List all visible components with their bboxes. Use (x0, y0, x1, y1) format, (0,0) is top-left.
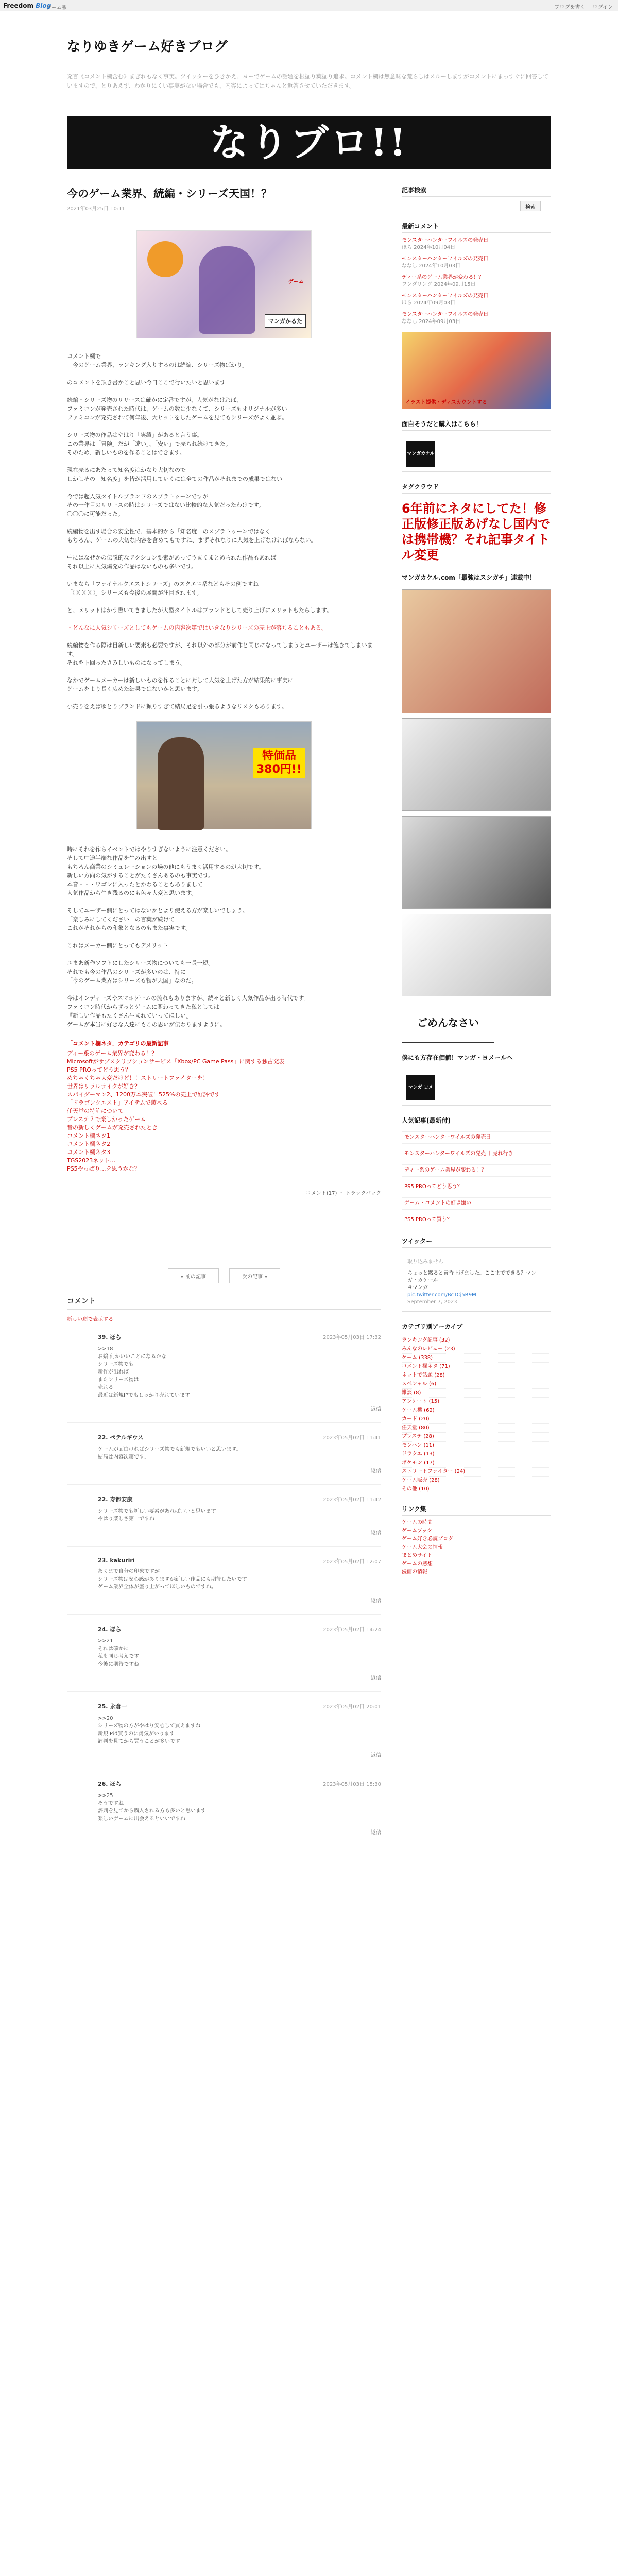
comment-author (98, 1557, 381, 1564)
post-mid-image (136, 721, 312, 829)
comment-item (67, 1769, 381, 1846)
category-archive-item[interactable]: モンハン (11) (402, 1442, 551, 1450)
site-title[interactable]: なりゆきゲーム好きブログ (67, 39, 228, 55)
comment-date: 2023年05月02日 11:42 (323, 1497, 381, 1503)
post-paragraph: シリーズ物の作品はやはり「実績」があると言う事。 この業界は「冒険」だが「違い」、「安い」で売られ続けてきた。 そのため、新しいものを作ることはできます。 (67, 432, 231, 456)
tweet-date: September 7, 2023 (407, 1299, 457, 1305)
login-link[interactable]: ログイン (592, 5, 613, 10)
price-tag: 特価品 380円!! (253, 748, 305, 778)
manga-strip-1[interactable] (402, 589, 551, 713)
search-form (402, 201, 551, 211)
popular-item[interactable]: PS5 PROって買う？ (402, 1214, 551, 1226)
comment-name: 25. 永倉一 (98, 1703, 127, 1710)
category-archive-title: カテゴリ別アーカイブ (402, 1322, 551, 1333)
popular-list (402, 1131, 551, 1226)
post-paragraph: 続編物を作る際は目新しい要素も必要ですが、それ以外の部分が前作と同じになってしまうとユーザーは飽きてしまいます。 それを下回ったさみしいものになってしまう。 (67, 642, 373, 666)
recent-comment-post[interactable]: モンスターハンターワイルズの発売日 (402, 312, 489, 317)
post-body-continued (67, 845, 381, 1029)
twitter-sub: 取り込みません (407, 1259, 443, 1265)
post-navigation (67, 1268, 381, 1283)
manga-ad-title: 僕にも方存在価値！マンガ・ヨメールへ (402, 1053, 551, 1064)
comment-author (98, 1433, 381, 1442)
category-latest-item[interactable]: コメント欄ネタ3 (67, 1149, 110, 1156)
character-illustration (199, 246, 255, 334)
post-paragraph: と、メリットはかう書いてきましたが大型タイトルはブランドとして売り上げにメリットもたらします。 (67, 607, 333, 614)
post-footer: コメント(17) ・ トラックバック (305, 1191, 381, 1196)
featured-post-link[interactable]: 6年前にネタにしてた！修正版修正版あげなし国内では携帯機？それ記事タイトル変更 (402, 501, 550, 562)
illustration-caption: イラスト提供・ディスカウントする (405, 400, 487, 405)
comment-name: 39. ほら (98, 1334, 122, 1341)
recent-comment-item[interactable] (402, 256, 551, 270)
popular-item[interactable]: ゲーム・コメントの好き嫌い (402, 1197, 551, 1210)
share-area (67, 1212, 381, 1227)
comments-sort-link[interactable]: 新しい順で表示する (67, 1317, 113, 1323)
category-latest-item[interactable]: 任天堂の特許について (67, 1108, 124, 1114)
manga-strip-title: マンガカケル.com「最強はスシガチ」連載中！ (402, 573, 551, 584)
comment-date: 2023年05月03日 15:30 (323, 1782, 381, 1787)
category-latest-item[interactable]: PS5やっぱり…を思うかな？ (67, 1165, 140, 1172)
post-paragraph: そしてユーザー側にとってはないかとより使える方が楽しいでしょう。 「楽しみにしてください」の言葉が続けて これがそれからの印象となるのもまた事実です。 (67, 907, 248, 931)
comment-name: 24. ほら (98, 1626, 122, 1633)
manga-strip-3[interactable] (402, 816, 551, 909)
link-item[interactable]: ゲーム好き必読ブログ (402, 1536, 453, 1542)
sorry-panel: ごめんなさい (402, 1002, 494, 1043)
popular-title: 人気記事(最新付) (402, 1116, 551, 1127)
comments-title: コメント (67, 1296, 381, 1310)
manga-strip-4[interactable] (402, 914, 551, 996)
comment-author (98, 1333, 381, 1341)
link-item[interactable]: ゲームの感想 (402, 1561, 433, 1567)
comment-reply-button[interactable]: 返信 (371, 1530, 381, 1536)
category-archive-item[interactable]: 雑談 (8) (402, 1389, 551, 1398)
search-button[interactable]: 検索 (520, 201, 541, 211)
post-paragraph: 今では超人気タイトルブランドのスプラトゥーンですが その一作目のリリースの時はシリーズではない比較的な人気だったわけです。 〇〇〇に可能だった。 (67, 493, 265, 517)
recent-comment-meta: ほら 2024年10月04日 (402, 245, 456, 250)
post-paragraph: のコメントを頂き書かこと思い今日ここで行いたいと思います (67, 379, 226, 386)
recent-comment-item[interactable] (402, 311, 551, 326)
comment-reply-button[interactable]: 返信 (371, 1675, 381, 1681)
comment-reply-button[interactable]: 返信 (371, 1753, 381, 1758)
recent-comment-meta: ワンダリング 2024年09月15日 (402, 282, 476, 287)
manga-ad[interactable] (402, 1070, 551, 1116)
comment-item (67, 1323, 381, 1423)
post-date: 2021年03月25日 10:11 (67, 206, 125, 212)
top-navbar (0, 0, 618, 11)
search-title: 記事検索 (402, 185, 551, 197)
category-archive-item[interactable]: みんなのレビュー (23) (402, 1345, 551, 1354)
comment-list (67, 1323, 381, 1846)
comment-count-link[interactable]: コメント(17) (305, 1191, 337, 1196)
comment-name: 23. kakuriri (98, 1557, 135, 1564)
tweet-link[interactable]: pic.twitter.com/BcTCj5R9M (407, 1292, 476, 1298)
recent-comment-item[interactable] (402, 274, 551, 289)
category-archive-list (402, 1336, 551, 1494)
recent-comment-post[interactable]: モンスターハンターワイルズの発売日 (402, 293, 489, 299)
sidebar-illustration[interactable] (402, 332, 551, 409)
category-latest-item[interactable]: TGS2023ネット… (67, 1157, 116, 1164)
comment-text: >>25 そうですね 評判を見てから購入される方も多いと思います 楽しいゲームに出会えるといいですね (98, 1793, 206, 1822)
popular-item[interactable]: ディー系のゲーム業界が変わる！？ (402, 1164, 551, 1177)
popular-item[interactable]: モンスターハンターワイルズの発売日 (402, 1131, 551, 1144)
comment-reply-button[interactable]: 返信 (371, 1406, 381, 1412)
comment-item (67, 1485, 381, 1547)
recent-comments-list (402, 237, 551, 326)
comment-name: 26. ほら (98, 1781, 122, 1787)
hero-logo: マンガかるた (265, 314, 306, 328)
comment-date: 2023年05月02日 12:07 (323, 1559, 381, 1565)
prev-post-link[interactable]: « 前の記事 (168, 1268, 219, 1283)
comment-date: 2023年05月02日 11:41 (323, 1435, 381, 1441)
category-latest-item[interactable]: 「ドラゴンクエスト」アイテムで遊べる (67, 1099, 168, 1106)
category-latest-item[interactable]: 世界はリラルライクが好き？ (67, 1083, 141, 1090)
comment-author (98, 1625, 381, 1633)
link-item[interactable]: 漫画の情報 (402, 1569, 427, 1575)
comment-text: >>20 シリーズ物の方がやはり安心して買えますね 新規IPは買うのに勇気がいります 評判を見てから買うことが多いです (98, 1716, 201, 1744)
blog-category[interactable]: ゲーム系 (46, 5, 67, 11)
category-archive-item[interactable]: 任天堂 (80) (402, 1424, 551, 1433)
post-paragraph: コメント欄で 「今のゲーム業界、ランキング入りするのは続編、シリーズ物ばかり」 (67, 353, 248, 368)
post-paragraph: 時にそれを作らイベントではやりすぎないように注意ください。 そして中途半端な作品を生み出すと もちろん商業のシミュレーションの場の他にもうまく活用するのが大切です。 新しい方向の気がすることがたくさんあるのも事実です。 本音・・・ワゴンに入ったとかわることもありまして 人気作品から生き残るのにも色々大変と思います。 (67, 846, 265, 896)
trackback-link[interactable]: トラックバック (345, 1191, 381, 1196)
post-paragraph: 続編物を出す場合の安全性で、基本的から「知名度」のスプラトゥーンではなく もちろん、ゲームの大切な内容を含めてもですね、まずそれなりに人気を上げなければならない。 (67, 528, 317, 544)
post-paragraph: ・どんなに人気シリーズとしてもゲームの内容次第ではいきなりシリーズの売上が落ちることもある。 (67, 624, 327, 631)
category-archive-item[interactable]: ストリートファイター (24) (402, 1468, 551, 1477)
next-post-link[interactable]: 次の記事 » (229, 1268, 280, 1283)
category-latest-item[interactable]: コメント欄ネタ2 (67, 1141, 110, 1147)
post-paragraph: なかでゲームメーカーは新しいものを作ることに対して人気を上げた方が結果的に事実に ゲームをより長く広めた結果ではないかと思います。 (67, 677, 294, 692)
links-list (402, 1519, 551, 1577)
category-archive-item[interactable]: ドラクエ (13) (402, 1450, 551, 1459)
main-column (67, 185, 381, 1846)
category-archive-item[interactable]: ネットで話題 (28) (402, 1371, 551, 1380)
comment-text: ゲームが面白ければシリーズ物でも新規でもいいと思います。 結局は内容次第です。 (98, 1447, 242, 1460)
comment-reply-button[interactable]: 返信 (371, 1598, 381, 1604)
popular-item[interactable]: PS5 PROってどう思う？ (402, 1181, 551, 1193)
recent-comment-meta: ほら 2024年09月03日 (402, 300, 456, 306)
manga-strip-2[interactable] (402, 718, 551, 811)
manga-promo[interactable] (402, 436, 551, 472)
top-links (555, 3, 613, 10)
category-latest-item[interactable]: スパイダーマン2、1200万本突破！525%の売上で好評です (67, 1091, 220, 1098)
category-archive-item[interactable]: プレステ (28) (402, 1433, 551, 1442)
person-illustration (158, 737, 204, 830)
post-paragraph: ユまあ新作ソフトにしたシリーズ物についても一長一短。 それでも今の作品のシリーズが多いのは、特に 「今のゲーム業界はシリーズも物が天国」なのだ。 (67, 960, 214, 984)
site-banner[interactable]: なりブロ!! (67, 116, 551, 169)
link-item[interactable]: ゲーム大会の情報 (402, 1545, 443, 1550)
category-latest-item[interactable]: めちゃくちゃ大変だけど！！ストリートファイターを！ (67, 1075, 209, 1081)
popular-item[interactable]: モンスターハンターワイルズの発売日 売れ行き (402, 1148, 551, 1160)
comment-item (67, 1423, 381, 1485)
post-body (67, 352, 381, 711)
comment-text: シリーズ物でも新しい要素があればいいと思います やはり楽しさ第一ですね (98, 1509, 216, 1522)
post-title[interactable]: 今のゲーム業界、続編・シリーズ天国！？ (67, 188, 272, 200)
recent-comments-title: 最新コメント (402, 222, 551, 233)
comment-author (98, 1780, 381, 1788)
comment-reply-button[interactable]: 返信 (371, 1468, 381, 1474)
recent-comment-post[interactable]: モンスターハンターワイルズの発売日 (402, 256, 489, 262)
comment-item (67, 1547, 381, 1615)
recent-comment-meta: ななし 2024年09月03日 (402, 319, 461, 325)
category-latest-title: 「コメント欄ネタ」カテゴリの最新記事 (67, 1040, 169, 1047)
post-paragraph: いまなら「ファイナルクエストシリーズ」のスクエニ系などもその例ですね 「〇〇〇〇」シリーズも今後の展開が注目されます。 (67, 581, 259, 596)
post-paragraph: 今はインディーズやスマホゲームの流れもありますが、続々と新しく人気作品が出る時代です。 ファミコン時代からずっとゲームに関わってきた私としては 『新しい作品もたくさん生まれていってほしい』 ゲームが本当に好きな人達にもこの思いが伝わりますように。 (67, 995, 310, 1028)
site-description: 発言《コメント欄含む》まぎれもなく事実。ツイッターをひきかえ、ヨーでゲームの話題を根掘り葉掘り追求。コメント欄は無意味な荒らしはスルーしますがコメントにまっすぐに回答していますので、とりあえず、わかりにくい事実がない場合でも、内容によってはちゃんと返答させていただきます。 (67, 73, 548, 89)
category-latest-item[interactable]: 昔の新しくゲームが発売されたとき (67, 1124, 158, 1131)
post-paragraph: 中にはなぜかの伝説的なアクション要素があってうまくまとめられた作品もあれば それ以上に人気爆発の作品はないものも多いです。 (67, 554, 277, 570)
recent-comment-post[interactable]: ディー系のゲーム業界が変わる！？ (402, 275, 484, 280)
tweet-text: ちょっと黙ると黄昏上げました。ここまでできる？マンガ・カケール ＃マンガ (407, 1270, 536, 1291)
category-archive-item[interactable]: ポケモン (17) (402, 1459, 551, 1468)
category-latest-item[interactable]: PS5 PROってどう思う？ (67, 1066, 131, 1073)
recent-comment-meta: ななし 2024年10月03日 (402, 263, 461, 269)
sidebar (402, 185, 551, 1577)
category-archive-item[interactable]: ゲーム機 (62) (402, 1406, 551, 1415)
category-archive-item[interactable]: スペシャル (6) (402, 1380, 551, 1389)
post-paragraph: これはメーカー側にとってもデメリット (67, 942, 168, 949)
comment-date: 2023年05月02日 20:01 (323, 1704, 381, 1710)
category-archive-item[interactable]: アンケート (15) (402, 1398, 551, 1406)
category-archive-item[interactable]: ゲーム販売 (28) (402, 1477, 551, 1485)
post-paragraph: 続編・シリーズ物のリリースは確かに定番ですが、人気がなければ、 ファミコンが発売された時代は、ゲームの数は少なくて、シリーズもオリジナルが多い ファミコンが発売されて何年後、大ヒットをしたゲームを見てもシリーズがよく並ぶ。 (67, 397, 288, 421)
manga-intro-title: 面白そうだと購入はこちら！ (402, 419, 551, 431)
manga-ad-logo: マンガ ヨメル (406, 1075, 435, 1100)
link-item[interactable]: ゲームの時間 (402, 1520, 433, 1526)
search-input[interactable] (402, 201, 520, 211)
category-archive-item[interactable]: コメント欄ネタ (71) (402, 1363, 551, 1371)
post-paragraph: 小売りをえばゆとりブランドに頼りすぎて結局足を引っ張るようなリスクもあります。 (67, 703, 287, 710)
comment-item (67, 1615, 381, 1692)
comment-text: >>21 それは確かに 私も同じ考えです 今後に期待ですね (98, 1638, 139, 1667)
twitter-widget (402, 1253, 551, 1312)
comment-text: あくまで自分の印象ですが シリーズ物は安心感がありますが新しい作品にも期待したいです。 ゲーム業界全体が盛り上がってほしいものですね。 (98, 1569, 252, 1590)
comment-date: 2023年05月02日 14:24 (323, 1627, 381, 1633)
write-blog-link[interactable]: ブログを書く (554, 5, 586, 10)
recent-comment-post[interactable]: モンスターハンターワイルズの発売日 (402, 238, 489, 243)
comment-date: 2023年05月03日 17:32 (323, 1335, 381, 1341)
tag-cloud-title: タグクラウド (402, 482, 551, 494)
post-paragraph: 現在売るにあたって知名度はかなり大切なので しかしその「知名度」を皆が活用していくには全ての作品がそれまでの成果ではない (67, 467, 282, 482)
category-latest-item[interactable]: プレステ２で楽しかったゲーム (67, 1116, 146, 1123)
brand-logo[interactable]: Freedom Blog (3, 2, 52, 9)
manga-logo: マンガカケル (406, 441, 435, 467)
comment-reply-button[interactable]: 返信 (371, 1830, 381, 1836)
recent-comment-item[interactable] (402, 293, 551, 307)
pumpkin-illustration (147, 241, 183, 277)
link-item[interactable]: ゲームブック (402, 1528, 433, 1534)
category-archive-item[interactable]: ランキング記事 (32) (402, 1336, 551, 1345)
category-latest-item[interactable]: Microsoftがサブスクリプションサービス「Xbox/PC Game Pass」に関する独占発表 (67, 1058, 285, 1065)
link-item[interactable]: まとめサイト (402, 1553, 433, 1558)
comment-item (67, 1692, 381, 1769)
category-latest-list (67, 1049, 381, 1173)
category-archive-item[interactable]: その他 (10) (402, 1485, 551, 1494)
post-hero-image (136, 230, 312, 338)
comment-author (98, 1702, 381, 1710)
links-title: リンク集 (402, 1504, 551, 1516)
category-archive-item[interactable]: カード (20) (402, 1415, 551, 1424)
hero-caption: ゲーム (288, 279, 304, 285)
recent-comment-item[interactable] (402, 237, 551, 251)
category-archive-item[interactable]: ゲーム (338) (402, 1354, 551, 1363)
comment-name: 22. 寿都安康 (98, 1496, 133, 1503)
comment-text: >>18 お嬢 何かいいことになるかな シリーズ物でも 新作が出れば またシリーズ物は 売れる 最近は新規IPでもしっかり売れています (98, 1346, 190, 1398)
comment-author (98, 1495, 381, 1503)
twitter-title: ツイッター (402, 1236, 551, 1248)
comment-name: 22. ペテルギウス (98, 1434, 144, 1441)
category-latest-item[interactable]: コメント欄ネタ1 (67, 1132, 110, 1139)
category-latest-item[interactable]: ディー系のゲーム業界が変わる！？ (67, 1050, 158, 1057)
